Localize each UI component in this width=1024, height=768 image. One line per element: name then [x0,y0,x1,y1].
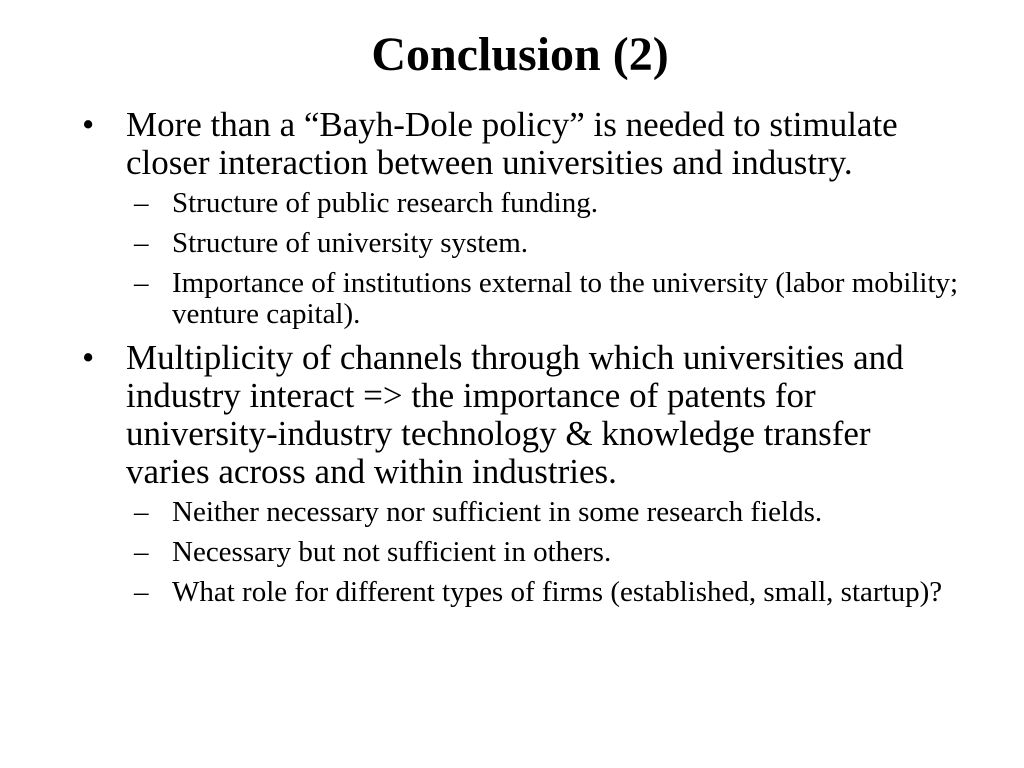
sub-bullet-marker: – [134,267,149,299]
sub-bullet-item [82,497,962,528]
slide-title: Conclusion (2) [371,28,669,81]
sub-bullet-item [82,268,962,330]
bullet-marker: • [82,338,95,377]
sub-bullet-text: Structure of university system. [172,227,529,259]
sub-bullet-text: Structure of public research funding. [172,187,598,219]
sub-bullet-text: What role for different types of firms (established, small, startup)? [172,576,943,608]
sub-bullet-marker: – [134,187,149,219]
sub-bullet-item [82,577,962,608]
sub-bullet-list [82,188,962,330]
bullet-marker: • [82,105,95,144]
sub-bullet-list [82,497,962,608]
sub-bullet-text: Importance of institutions external to the university (labor mobility; venture capital). [172,267,959,330]
bullet-text: Multiplicity of channels through which universities and industry interact => the importance of patents for university-industry technology & knowledge transfer varies across and within industries. [126,338,904,491]
sub-bullet-text: Necessary but not sufficient in others. [172,536,612,568]
sub-bullet-marker: – [134,576,149,608]
slide-content [82,106,962,617]
bullet-text: More than a “Bayh-Dole policy” is needed to stimulate closer interaction between universities and industry. [126,105,898,182]
sub-bullet-text: Neither necessary nor sufficient in some research fields. [172,496,823,528]
sub-bullet-marker: – [134,496,149,528]
sub-bullet-item [82,537,962,568]
bullet-item [82,339,962,491]
bullet-item [82,106,962,182]
sub-bullet-item [82,228,962,259]
sub-bullet-marker: – [134,536,149,568]
sub-bullet-marker: – [134,227,149,259]
sub-bullet-item [82,188,962,219]
